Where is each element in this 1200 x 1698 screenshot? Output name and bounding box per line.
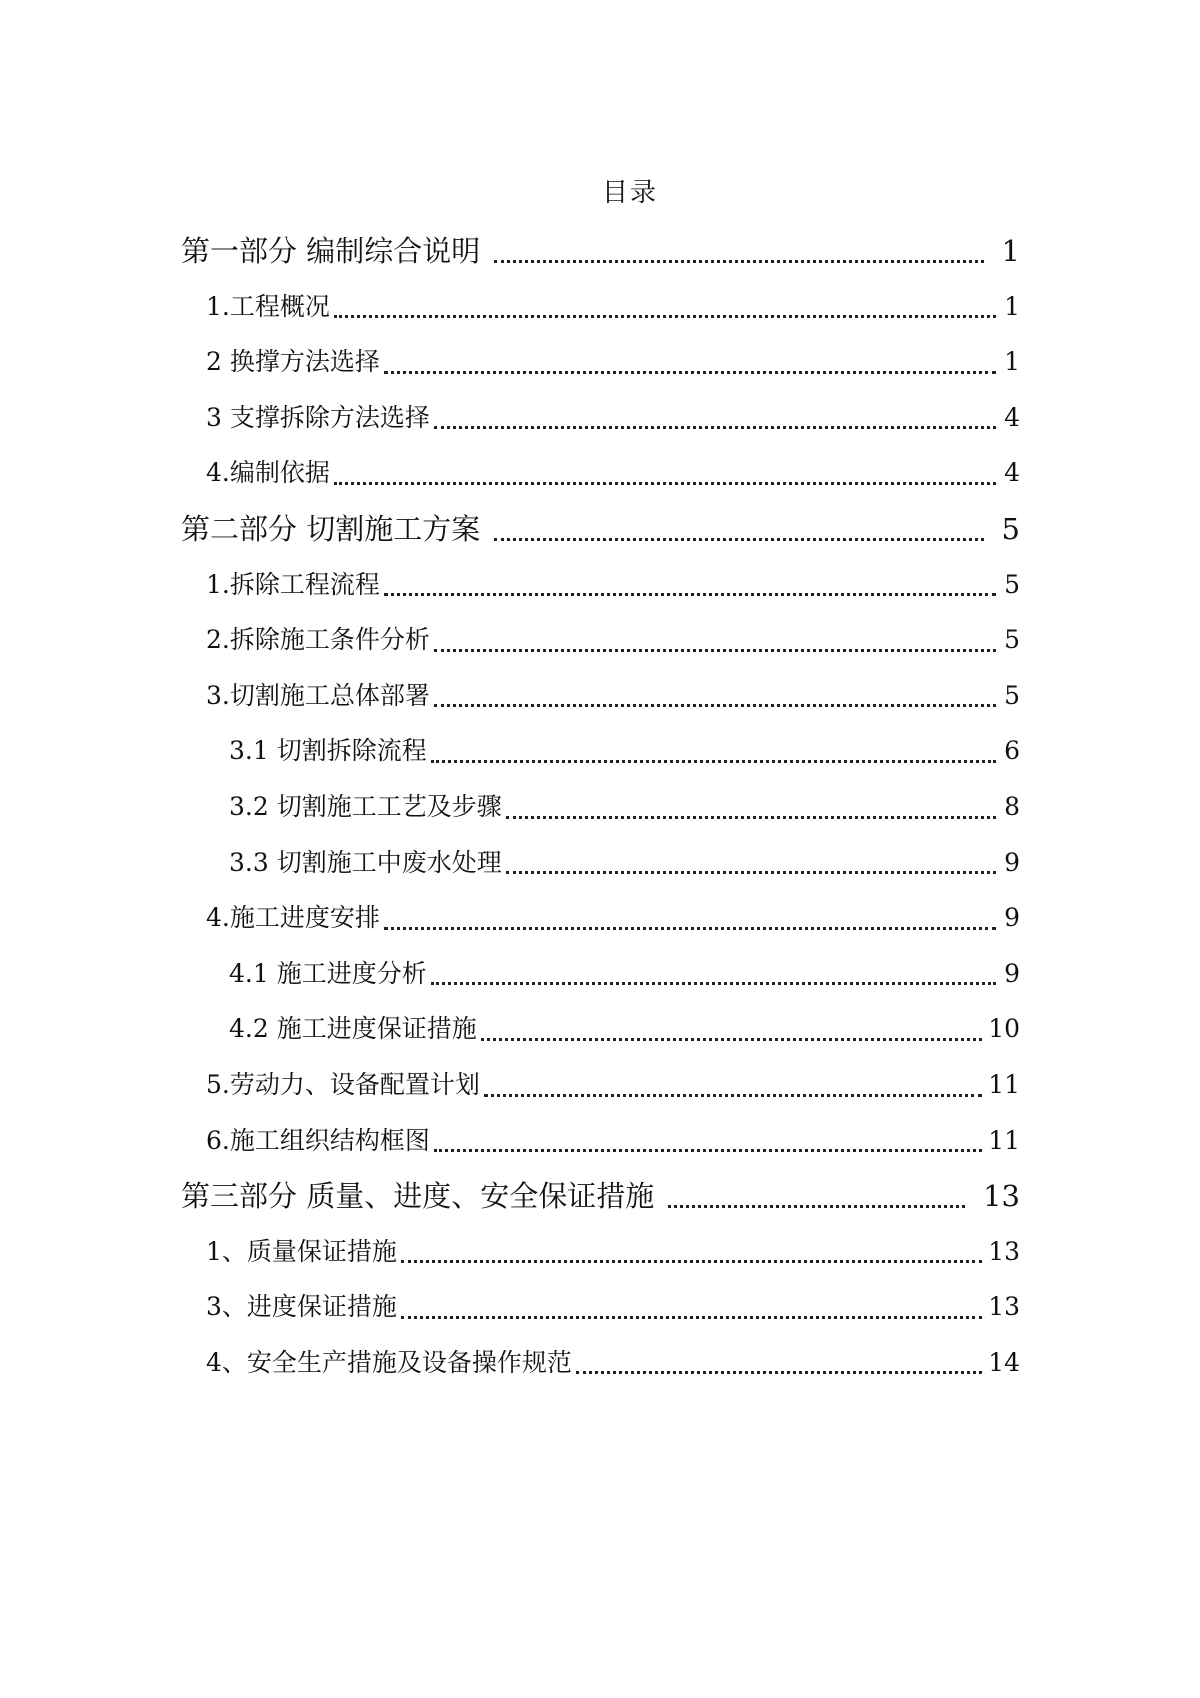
toc-entry[interactable] xyxy=(0,610,1200,666)
toc-entry-title: 4.2 施工进度保证措施 xyxy=(229,1014,477,1044)
toc-entry-title: 4.1 施工进度分析 xyxy=(229,958,427,988)
toc-entry-title: 4、安全生产措施及设备操作规范 xyxy=(206,1347,572,1377)
toc-entry[interactable] xyxy=(0,555,1200,611)
toc-dot-leader xyxy=(481,1038,982,1041)
toc-entry[interactable] xyxy=(0,1166,1200,1222)
toc-dot-leader xyxy=(384,927,996,930)
toc-entry[interactable] xyxy=(0,1333,1200,1389)
toc-dot-leader xyxy=(401,1260,982,1263)
toc-entry[interactable] xyxy=(0,777,1200,833)
toc-entry[interactable] xyxy=(0,1222,1200,1278)
toc-page-number: 8 xyxy=(1004,791,1020,821)
toc-entry-title: 3.1 切割拆除流程 xyxy=(229,736,427,766)
toc-entry[interactable] xyxy=(0,1277,1200,1333)
toc-entry-title: 3.3 切割施工中废水处理 xyxy=(229,847,502,877)
toc-page-number: 9 xyxy=(1004,847,1020,877)
toc-dot-leader xyxy=(494,260,983,263)
toc-entry[interactable] xyxy=(0,388,1200,444)
toc-dot-leader xyxy=(431,982,996,985)
toc-dot-leader xyxy=(494,538,983,541)
toc-dot-leader xyxy=(384,593,996,596)
toc-dot-leader xyxy=(334,315,996,318)
toc-entry-title: 3.切割施工总体部署 xyxy=(206,680,430,710)
toc-entry[interactable] xyxy=(0,999,1200,1055)
toc-dot-leader xyxy=(434,1149,982,1152)
toc-dot-leader xyxy=(384,371,996,374)
toc-entry-title: 3.2 切割施工工艺及步骤 xyxy=(229,791,502,821)
toc-entry[interactable] xyxy=(0,833,1200,889)
toc-entry[interactable] xyxy=(0,443,1200,499)
toc-entry[interactable] xyxy=(0,332,1200,388)
toc-dot-leader xyxy=(506,871,996,874)
toc-entry-title: 第二部分 切割施工方案 xyxy=(181,511,481,546)
toc-page-number: 13 xyxy=(983,1179,1020,1214)
toc-entry-title: 4.施工进度安排 xyxy=(206,903,380,933)
toc-dot-leader xyxy=(434,426,996,429)
toc-entry-title: 6.施工组织结构框图 xyxy=(206,1125,430,1155)
toc-entry-title: 1、质量保证措施 xyxy=(206,1236,397,1266)
toc-dot-leader xyxy=(434,704,996,707)
toc-page-number: 11 xyxy=(988,1069,1020,1099)
toc-entry[interactable] xyxy=(0,944,1200,1000)
toc-dot-leader xyxy=(484,1094,982,1097)
table-of-contents xyxy=(0,221,1200,1388)
toc-page-number: 13 xyxy=(988,1292,1020,1322)
toc-page-number: 1 xyxy=(1001,234,1020,268)
toc-dot-leader xyxy=(434,649,996,652)
toc-entry-title: 3、进度保证措施 xyxy=(206,1292,397,1322)
toc-page-number: 14 xyxy=(988,1347,1020,1377)
toc-dot-leader xyxy=(576,1371,982,1374)
toc-page-number: 5 xyxy=(1004,569,1020,599)
toc-entry-title: 1.工程概况 xyxy=(206,291,330,321)
toc-entry-title: 4.编制依据 xyxy=(206,458,330,488)
toc-dot-leader xyxy=(431,760,996,763)
toc-page-number: 1 xyxy=(1004,347,1020,377)
toc-entry-title: 2 换撑方法选择 xyxy=(206,347,380,377)
toc-page-number: 5 xyxy=(1001,511,1020,546)
toc-page-number: 9 xyxy=(1004,903,1020,933)
toc-entry[interactable] xyxy=(0,1055,1200,1111)
toc-entry[interactable] xyxy=(0,1111,1200,1167)
toc-page-number: 1 xyxy=(1004,291,1020,321)
toc-entry[interactable] xyxy=(0,277,1200,333)
toc-page-number: 5 xyxy=(1004,625,1020,655)
toc-entry-title: 5.劳动力、设备配置计划 xyxy=(206,1069,480,1099)
toc-dot-leader xyxy=(401,1316,982,1319)
toc-entry[interactable] xyxy=(0,221,1200,277)
toc-entry[interactable] xyxy=(0,499,1200,555)
toc-entry[interactable] xyxy=(0,666,1200,722)
toc-entry[interactable] xyxy=(0,721,1200,777)
toc-entry-title: 3 支撑拆除方法选择 xyxy=(206,402,430,432)
toc-title: 目录 xyxy=(601,178,658,208)
toc-page-number: 4 xyxy=(1004,458,1020,488)
toc-page-number: 5 xyxy=(1004,680,1020,710)
toc-dot-leader xyxy=(334,482,996,485)
toc-dot-leader xyxy=(668,1205,965,1208)
toc-page-number: 9 xyxy=(1004,958,1020,988)
toc-entry-title: 1.拆除工程流程 xyxy=(206,569,380,599)
toc-entry-title: 第三部分 质量、进度、安全保证措施 xyxy=(181,1179,655,1214)
toc-page-number: 10 xyxy=(988,1014,1020,1044)
toc-page-number: 4 xyxy=(1004,402,1020,432)
toc-entry-title: 2.拆除施工条件分析 xyxy=(206,625,430,655)
toc-entry-title: 第一部分 编制综合说明 xyxy=(181,234,481,268)
toc-page-number: 13 xyxy=(988,1236,1020,1266)
toc-page-number: 11 xyxy=(988,1125,1020,1155)
toc-dot-leader xyxy=(506,816,996,819)
toc-page-number: 6 xyxy=(1004,736,1020,766)
toc-entry[interactable] xyxy=(0,888,1200,944)
